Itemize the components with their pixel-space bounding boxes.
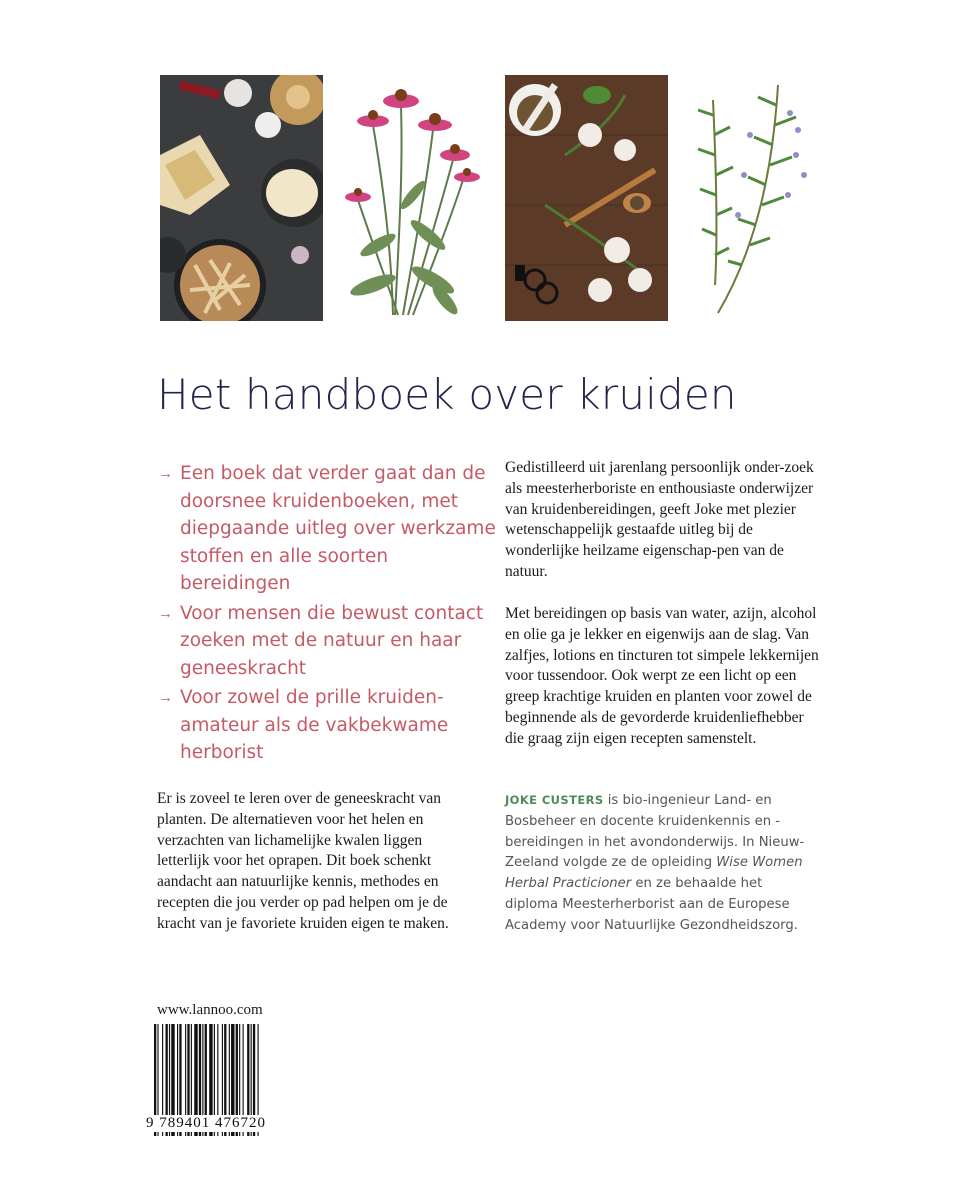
arrow-right-icon: → — [158, 604, 173, 622]
author-bio — [505, 790, 815, 937]
arrow-right-icon: → — [158, 465, 173, 482]
feature-item — [158, 684, 498, 767]
feature-item — [158, 600, 498, 683]
feature-text: Een boek dat verder gaat dan de doorsnee kruidenboeken, met diepgaande uitleg over werkzame stoffen en alle soorten bereidingen — [180, 463, 496, 594]
bio-text: is bio-ingenieur Land- en Bosbeheer en docente kruidenkennis en -bereidingen in het avondonderwijs. In Nieuw-Zeeland volgde ze de opleiding — [505, 793, 805, 871]
feature-text: Voor mensen die bewust contact zoeken met de natuur en haar geneeskracht — [180, 602, 484, 679]
publisher-website: www.lannoo.com — [157, 1002, 263, 1018]
feature-list — [158, 460, 498, 769]
bio-course: Wise Women Herbal Practicioner — [505, 855, 803, 892]
feature-text: Voor zowel de prille kruiden-amateur als de vakbekwame herborist — [180, 687, 449, 763]
rosemary-illustration — [678, 75, 841, 321]
paragraph-gedistilleerd: Gedistilleerd uit jarenlang persoonlijk onder-zoek als meesterherboriste en enthousiaste onderwijzer van kruidenbereidingen, geeft Joke met plezier wetenschappelijk gestaafde uitleg bij de wonderlijke heilzame eigenschap-pen van de natuur. — [505, 459, 814, 580]
feature-item — [158, 460, 498, 598]
food-photo — [160, 75, 323, 321]
bio-text: en ze behaalde het diploma Meesterherborist aan de Europese Academy voor Natuurlijke Gezondheidszorg. — [505, 876, 798, 933]
arrow-right-icon: → — [158, 689, 173, 706]
paragraph-planten: Er is zoveel te leren over de geneeskracht van planten. De alternatieven voor het helen en verzachten van lichamelijke kwalen liggen letterlijk voor het oprapen. Dit boek schenkt aandacht aan natuurlijke kennis, methodes en recepten die jou verder op pad helpen om je de kracht van je favoriete kruiden eigen te maken. — [157, 790, 449, 932]
author-name: JOKE CUSTERS — [505, 793, 604, 807]
echinacea-illustration — [333, 75, 496, 321]
herbs-mortar-photo — [505, 75, 668, 321]
book-title: Het handboek over kruiden — [157, 370, 737, 419]
isbn-number: 9 789401 476720 — [146, 1115, 296, 1132]
paragraph-bereidingen: Met bereidingen op basis van water, azijn, alcohol en olie ga je lekker en eigenwijs aan de slag. Van zalfjes, lotions en tincturen tot simpele lekkernijen voor tussendoor. Ook werpt ze een licht op een greep krachtige kruiden en planten voor zowel de beginnende als de gevorderde kruidenliefhebber die graag zijn eigen recepten samenstelt. — [505, 605, 819, 747]
